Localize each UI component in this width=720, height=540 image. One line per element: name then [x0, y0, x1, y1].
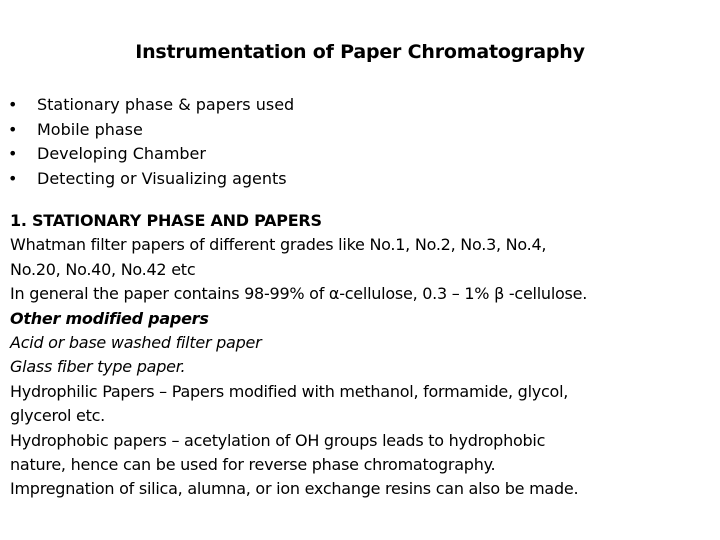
bullet-dot-icon: •: [8, 168, 18, 188]
whatman-line-1: Whatman filter papers of different grades like No.1, No.2, No.3, No.4,: [10, 235, 547, 255]
bullet-dot-icon: •: [8, 95, 18, 114]
cellulose-line: In general the paper contains 98-99% of α-cellulose, 0.3 – 1% β -cellulose.: [10, 284, 588, 304]
impregnation-line: Impregnation of silica, alumna, or ion exchange resins can also be made.: [10, 479, 579, 499]
glass-fiber-line: Glass fiber type paper.: [10, 357, 186, 377]
bullet-dot-icon: •: [8, 144, 18, 163]
bullet-text: Detecting or Visualizing agents: [37, 168, 287, 188]
bullet-list: [8, 93, 294, 191]
slide-title: Instrumentation of Paper Chromatography: [135, 41, 585, 63]
bullet-text: Mobile phase: [37, 119, 143, 139]
hydrophilic-line-1: Hydrophilic Papers – Papers modified with methanol, formamide, glycol,: [10, 381, 569, 401]
bullet-item: [8, 167, 294, 192]
section-heading: 1. STATIONARY PHASE AND PAPERS: [10, 211, 322, 230]
whatman-line-2: No.20, No.40, No.42 etc: [10, 259, 196, 279]
hydrophobic-line-2: nature, hence can be used for reverse phase chromatography.: [10, 455, 496, 475]
bullet-item: [8, 118, 294, 143]
section-body: [10, 209, 715, 502]
acid-base-line: Acid or base washed filter paper: [10, 333, 262, 353]
bullet-item: [8, 142, 294, 167]
bullet-dot-icon: •: [8, 119, 18, 139]
hydrophobic-line-1: Hydrophobic papers – acetylation of OH groups leads to hydrophobic: [10, 430, 546, 450]
hydrophilic-line-2: glycerol etc.: [10, 406, 106, 426]
bullet-text: Stationary phase & papers used: [37, 95, 295, 114]
bullet-text: Developing Chamber: [37, 144, 206, 163]
modified-papers-subheading: Other modified papers: [10, 308, 209, 328]
bullet-item: [8, 93, 294, 118]
